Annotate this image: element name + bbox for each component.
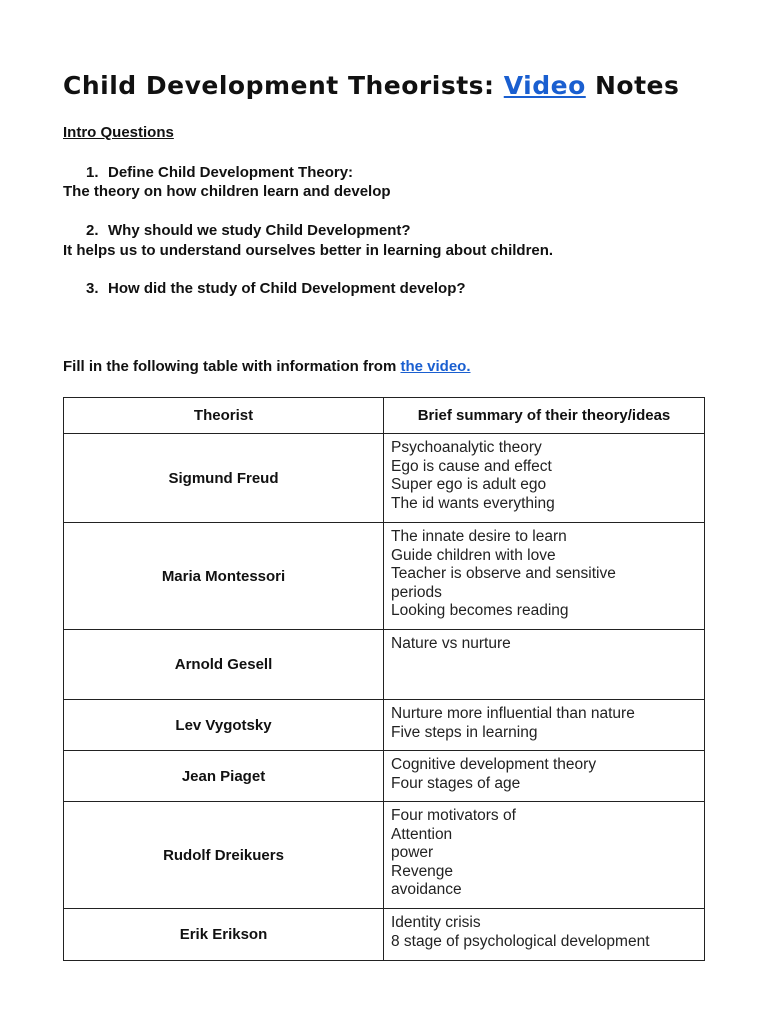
question-text: How did the study of Child Development develop? bbox=[108, 280, 466, 297]
question-number: 2. bbox=[86, 222, 99, 239]
summary-line: Identity crisis bbox=[391, 914, 481, 931]
theory-summary bbox=[384, 523, 705, 630]
theorist-name: Sigmund Freud bbox=[64, 434, 384, 523]
title-text-after: Notes bbox=[594, 71, 680, 100]
table-row bbox=[64, 751, 705, 802]
table-instruction bbox=[63, 357, 471, 377]
summary-line: Four motivators of bbox=[391, 807, 516, 824]
summary-line: Guide children with love bbox=[391, 546, 556, 564]
table-row bbox=[64, 523, 705, 630]
theorist-name: Jean Piaget bbox=[64, 751, 384, 802]
table-row bbox=[64, 700, 705, 751]
table-row bbox=[64, 909, 705, 961]
title-text-before: Child Development Theorists: bbox=[63, 71, 495, 100]
intro-questions-heading: Intro Questions bbox=[63, 124, 174, 141]
summary-line: Ego is cause and effect bbox=[391, 457, 552, 475]
summary-line: periods bbox=[391, 583, 442, 601]
theorist-name: Arnold Gesell bbox=[64, 630, 384, 700]
question-1 bbox=[86, 163, 353, 183]
title-video-link[interactable]: Video bbox=[503, 71, 586, 100]
theorist-name: Erik Erikson bbox=[64, 909, 384, 961]
summary-line: Revenge bbox=[391, 862, 454, 880]
column-header-summary: Brief summary of their theory/ideas bbox=[384, 398, 705, 434]
video-link[interactable]: the video. bbox=[400, 358, 471, 375]
summary-line: Four stages of age bbox=[391, 774, 521, 792]
summary-line: Nurture more influential than nature bbox=[391, 705, 635, 722]
theory-summary bbox=[384, 630, 705, 700]
table-row bbox=[64, 434, 705, 523]
question-2 bbox=[86, 221, 411, 241]
summary-line: Five steps in learning bbox=[391, 723, 538, 741]
column-header-theorist: Theorist bbox=[64, 398, 384, 434]
table-header-row bbox=[64, 398, 705, 434]
answer-1: The theory on how children learn and develop bbox=[63, 183, 391, 200]
question-text: Define Child Development Theory: bbox=[108, 164, 354, 181]
theory-summary bbox=[384, 909, 705, 961]
summary-line: Cognitive development theory bbox=[391, 756, 597, 773]
summary-line: Psychoanalytic theory bbox=[391, 439, 542, 456]
summary-line: 8 stage of psychological development bbox=[391, 932, 650, 950]
summary-line: power bbox=[391, 844, 434, 861]
theory-summary bbox=[384, 434, 705, 523]
answer-2: It helps us to understand ourselves better in learning about children. bbox=[63, 242, 554, 259]
theorist-name: Maria Montessori bbox=[64, 523, 384, 630]
table-row bbox=[64, 802, 705, 909]
theorist-name: Rudolf Dreikuers bbox=[64, 802, 384, 909]
summary-line: avoidance bbox=[391, 881, 462, 898]
question-text: Why should we study Child Development? bbox=[108, 222, 411, 239]
theory-summary bbox=[384, 700, 705, 751]
question-number: 3. bbox=[86, 280, 99, 297]
theory-summary bbox=[384, 802, 705, 909]
question-number: 1. bbox=[86, 164, 99, 181]
summary-line: The id wants everything bbox=[391, 494, 555, 512]
table-row bbox=[64, 630, 705, 700]
question-3 bbox=[86, 279, 466, 299]
theory-summary bbox=[384, 751, 705, 802]
summary-line: Super ego is adult ego bbox=[391, 476, 547, 493]
summary-line: The innate desire to learn bbox=[391, 528, 567, 545]
summary-line: Attention bbox=[391, 825, 453, 843]
instruction-text: Fill in the following table with information from bbox=[63, 358, 397, 375]
theorists-table bbox=[63, 397, 705, 961]
summary-line: Teacher is observe and sensitive bbox=[391, 565, 616, 582]
summary-line: Looking becomes reading bbox=[391, 602, 569, 619]
page-title bbox=[63, 66, 679, 106]
theorist-name: Lev Vygotsky bbox=[64, 700, 384, 751]
summary-line: Nature vs nurture bbox=[391, 635, 511, 652]
